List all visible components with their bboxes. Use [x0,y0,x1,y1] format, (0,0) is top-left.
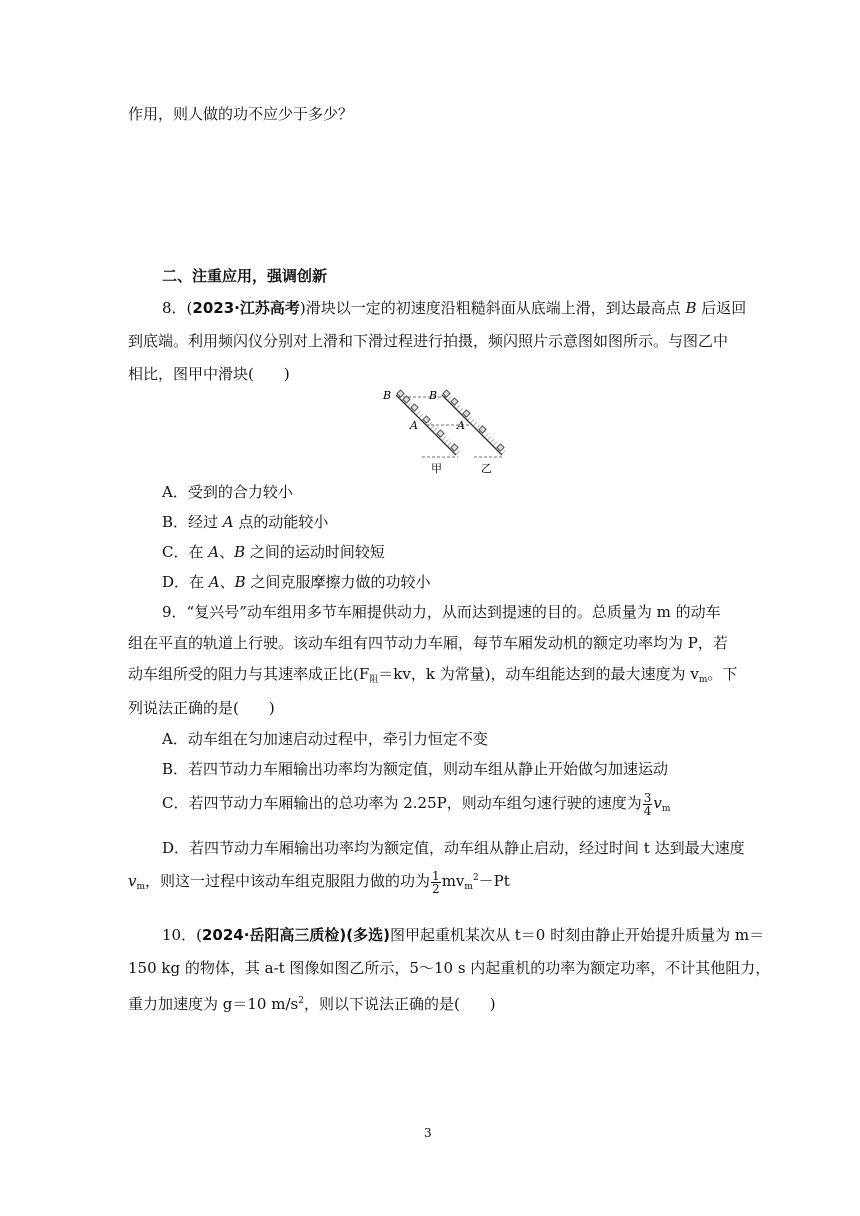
q9-option-b: B．若四节动力车厢输出功率均为额定值，则动车组从静止开始做匀加速运动 [162,760,669,778]
q8-option-b [162,512,328,532]
q8-source: 2023·江苏高考 [192,299,300,317]
q8-optd-mid: 、 [219,573,235,591]
q9-optd2-sub2: m [464,882,473,892]
q8-optb-pre: B．经过 [162,513,223,531]
q8-option-c [162,542,385,562]
q9-optd2-sub: m [136,882,146,892]
q9-line3c: 。下 [707,665,738,683]
page-number: 3 [424,1126,432,1140]
q8-figure [378,385,513,481]
q9-optd2c: －Pt [478,872,510,890]
q8-optb-post: 点的动能较小 [233,513,329,531]
q9-optd2-num: 1 [432,868,440,883]
q8-optc-mid: 、 [219,543,235,561]
q9-line2: 组在平直的轨道上行驶。该动车组有四节动力车厢，每节车厢发动机的额定功率均为 P，若 [128,634,728,652]
q9-option-d1: D．若四节动力车厢输出功率均为额定值，动车组从静止启动，经过时间 t 达到最大速度 [162,839,745,857]
q9-line3 [128,664,737,690]
label-b-jia: B [383,389,392,402]
q9-option-a: A．动车组在匀加速启动过程中，牵引力恒定不变 [162,730,488,748]
q9-optc-num: 3 [643,790,652,805]
q8-option-d [162,572,430,592]
q9-optd2-fraction [431,870,441,895]
q8-optd-post: 之间克服摩擦力做的功较小 [245,573,431,591]
q10-multi: )(多选) [339,926,390,944]
q8-line2: 到底端。利用频闪仪分别对上滑和下滑过程进行拍摄，频闪照片示意图如图所示。与图乙中 [128,332,729,350]
q10-number: 10．( [162,926,202,944]
q8-optc-pre: C．在 [162,543,209,561]
q9-line3a: 动车组所受的阻力与其速率成正比(F [128,665,370,683]
q9-line3b: ＝kv，k 为常量)，动车组能达到的最大速度为 v [378,665,699,683]
q8-number: 8．( [162,299,193,317]
q8-optb-a: A [222,513,234,531]
q8-line3: 相比，图甲中滑块( ) [128,365,290,383]
q10-source: 2024·岳阳高三质检 [201,926,340,944]
q9-optd2-den: 2 [432,881,440,896]
q10-line3-sup: 2 [298,996,304,1006]
q8-optc-a: A [208,543,220,561]
q9-optc-den: 4 [643,803,652,818]
q9-optc-v: v [653,794,662,812]
q9-optd2-v: v [128,872,137,890]
q9-optd2-sup: 2 [472,873,479,883]
q9-optd2b: mv [441,872,465,890]
q8-optc-post: 之间的运动时间较短 [245,543,385,561]
incline-diagram [378,385,513,477]
q9-optd2a: ，则这一过程中该动车组克服阻力做的功为 [145,872,431,890]
label-a-jia: A [410,419,418,432]
q10-line3b: ，则以下说法正确的是( ) [303,995,496,1013]
label-a-yi: A [457,419,465,432]
q9-line4: 列说法正确的是( ) [128,699,275,717]
q9-optc-sub: m [661,804,671,814]
section-title: 二、注重应用，强调创新 [162,267,328,285]
q8-optd-b: B [234,573,246,591]
q8-line1-rest: )滑块以一定的初速度沿粗糙斜面从底端上滑，到达最高点 [299,299,686,317]
q10-line3a: 重力加速度为 g＝10 m/s [128,995,299,1013]
q9-optc-fraction [643,792,653,817]
q8-option-a: A．受到的合力较小 [162,483,293,501]
q8-optd-pre: D．在 [162,573,209,591]
q10-line2: 150 kg 的物体，其 a-t 图像如图乙所示，5～10 s 内起重机的功率为额定功率，不计其他阻力， [128,959,771,977]
q10-line1 [162,925,764,945]
q9-optc-text: C．若四节动力车厢输出的总功率为 2.25P，则动车组匀速行驶的速度为 [162,794,642,812]
q8-line1 [162,298,746,318]
q8-line1-end: 后返回 [696,299,747,317]
q9-line3-sub2: m [698,675,708,685]
q9-line3-sub: 阻 [369,675,379,685]
q8-optc-b: B [234,543,246,561]
label-jia: 甲 [431,462,442,475]
q8-optd-a: A [208,573,220,591]
label-b-yi: B [429,389,438,402]
q9-line1: 9．“复兴号”动车组用多节车厢提供动力，从而达到提速的目的。总质量为 m 的动车 [162,603,721,621]
q8-point-b: B [685,299,697,317]
q9-option-d2 [128,862,510,903]
q9-option-c [162,788,670,824]
top-text: 作用，则人做的功不应少于多少？ [128,105,354,123]
q10-line1-rest: 图甲起重机某次从 t＝0 时刻由静止开始提升质量为 m＝ [389,926,765,944]
q10-line3 [128,991,496,1014]
label-yi: 乙 [481,462,492,475]
